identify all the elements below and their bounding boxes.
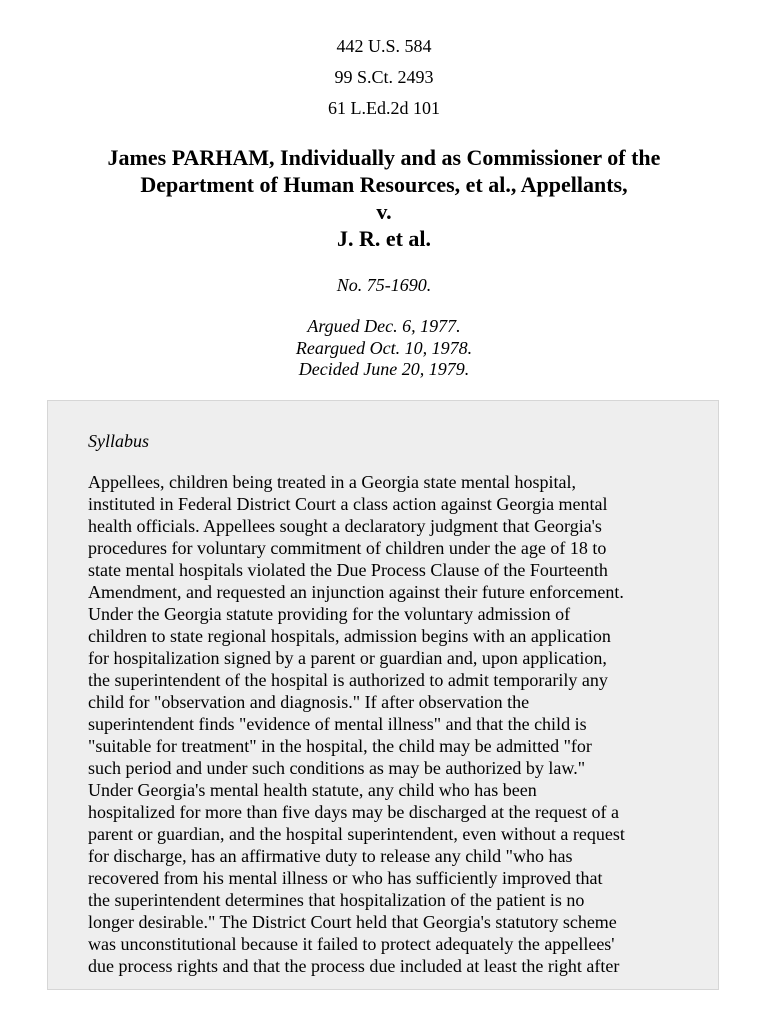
syllabus-line: health officials. Appellees sought a declaratory judgment that Georgia's: [88, 516, 602, 536]
syllabus-line: superintendent finds "evidence of mental illness" and that the child is: [88, 714, 587, 734]
syllabus-line: Amendment, and requested an injunction against their future enforcement.: [88, 582, 624, 602]
syllabus-line: parent or guardian, and the hospital superintendent, even without a request: [88, 824, 625, 844]
syllabus-line: hospitalized for more than five days may be discharged at the request of a: [88, 802, 619, 822]
syllabus-line: state mental hospitals violated the Due Process Clause of the Fourteenth: [88, 560, 608, 580]
syllabus-line: for discharge, has an affirmative duty to release any child "who has: [88, 846, 573, 866]
case-dates: [0, 316, 768, 381]
syllabus-line: Under the Georgia statute providing for the voluntary admission of: [88, 604, 571, 624]
syllabus-line: the superintendent determines that hospitalization of the patient is no: [88, 890, 585, 910]
argued-date: Argued Dec. 6, 1977.: [307, 316, 461, 336]
citation-supreme-court-reporter: 99 S.Ct. 2493: [334, 67, 434, 87]
case-title-line: J. R. et al.: [336, 226, 432, 251]
syllabus-line: recovered from his mental illness or who has sufficiently improved that: [88, 868, 603, 888]
case-title-versus: v.: [376, 199, 392, 224]
syllabus-box: [47, 400, 719, 990]
decided-date: Decided June 20, 1979.: [298, 359, 470, 379]
reargued-date: Reargued Oct. 10, 1978.: [295, 337, 473, 358]
syllabus-text: [88, 471, 688, 977]
syllabus-line: due process rights and that the process due included at least the right after: [88, 956, 620, 976]
case-title: [40, 144, 728, 252]
syllabus-line: child for "observation and diagnosis." If after observation the: [88, 692, 530, 712]
docket-number: No. 75-1690.: [336, 275, 432, 295]
syllabus-line: such period and under such conditions as may be authorized by law.": [88, 758, 586, 778]
citation-lawyers-edition: 61 L.Ed.2d 101: [328, 98, 440, 118]
syllabus-heading: Syllabus: [88, 431, 149, 451]
citation-us-reports: 442 U.S. 584: [336, 36, 432, 56]
syllabus-line: was unconstitutional because it failed to protect adequately the appellees': [88, 934, 615, 954]
syllabus-line: procedures for voluntary commitment of children under the age of 18 to: [88, 538, 607, 558]
syllabus-line: Appellees, children being treated in a Georgia state mental hospital,: [88, 472, 577, 492]
syllabus-line: longer desirable." The District Court held that Georgia's statutory scheme: [88, 912, 617, 932]
syllabus-line: "suitable for treatment" in the hospital, the child may be admitted "for: [88, 736, 592, 756]
syllabus-line: the superintendent of the hospital is authorized to admit temporarily any: [88, 670, 608, 690]
syllabus-line: instituted in Federal District Court a class action against Georgia mental: [88, 494, 608, 514]
syllabus-line: children to state regional hospitals, admission begins with an application: [88, 626, 611, 646]
syllabus-line: Under Georgia's mental health statute, any child who has been: [88, 780, 537, 800]
syllabus-line: for hospitalization signed by a parent or guardian and, upon application,: [88, 648, 607, 668]
case-title-line: James PARHAM, Individually and as Commissioner of the: [107, 145, 661, 170]
case-title-line: Department of Human Resources, et al., Appellants,: [140, 172, 628, 197]
case-citations: [0, 34, 768, 127]
